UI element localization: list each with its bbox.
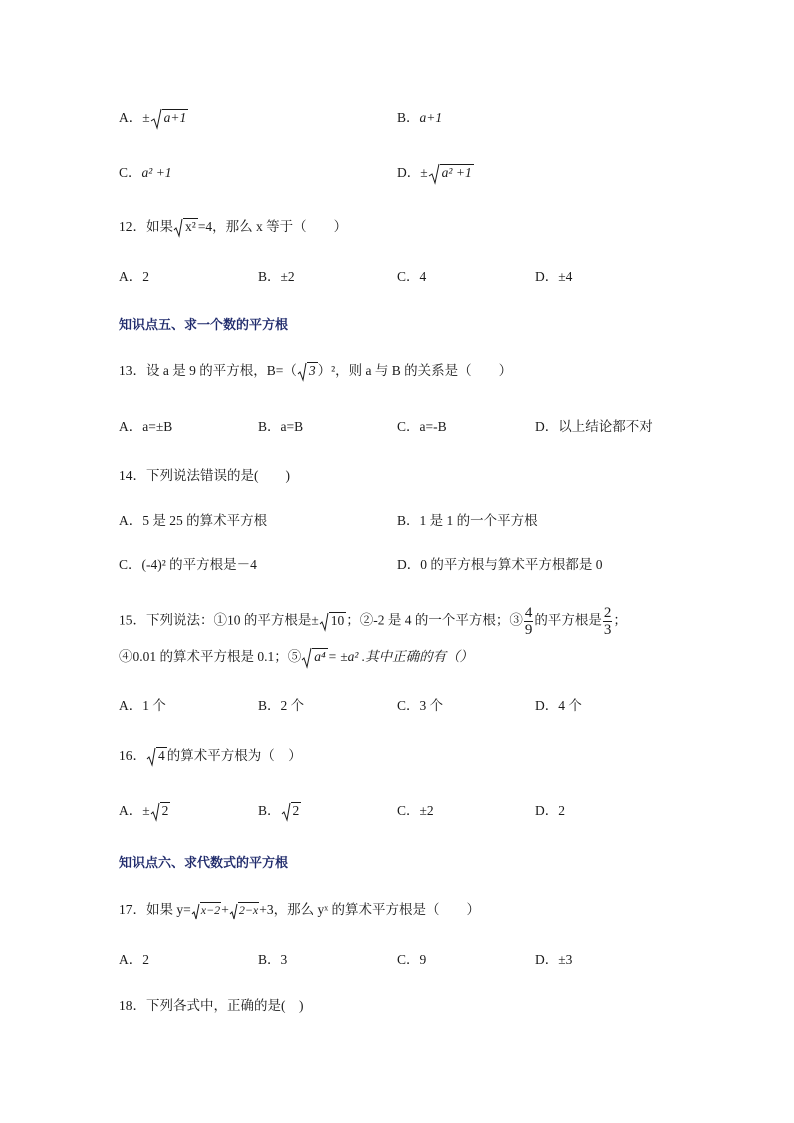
q13-option-c: C．a=-B <box>397 419 447 434</box>
q16-stem <box>119 746 302 767</box>
q17-stem-after: +3，那么 yˣ 的算术平方根是（ ） <box>259 902 481 917</box>
q15-option-d: D．4 个 <box>535 698 582 713</box>
q15-radicand-1: 10 <box>330 612 345 628</box>
q15-stem-line2 <box>119 647 473 669</box>
q12-option-d: D．±4 <box>535 269 573 284</box>
q17-option-b: B．3 <box>258 952 288 967</box>
q15-fraction-1 <box>524 605 534 638</box>
sqrt-sign-icon <box>281 801 291 822</box>
q16-stem-before: 16． <box>119 748 146 763</box>
q12-option-a: A．2 <box>119 269 149 284</box>
q15-fraction-2-numerator: 2 <box>603 605 612 621</box>
sqrt-sign-icon <box>301 647 312 669</box>
section-heading-6: 知识点六、求代数式的平方根 <box>119 856 289 871</box>
q14-option-a: A．5 是 25 的算术平方根 <box>119 513 268 528</box>
q16-option-d: D．2 <box>535 803 565 818</box>
q15-part2: ；②-2 是 4 的一个平方根；③ <box>346 612 523 628</box>
q16-option-b <box>258 801 301 822</box>
q11-option-a-radicand: a+1 <box>163 110 187 126</box>
q15-stem-line1 <box>119 605 627 638</box>
q15-part4: ； <box>613 612 627 628</box>
q11-option-b-expr: a+1 <box>419 110 443 125</box>
sqrt-sign-icon <box>297 361 307 382</box>
sqrt-sign-icon <box>146 746 156 767</box>
q16-option-a <box>119 801 170 822</box>
q12-option-c: C．4 <box>397 269 427 284</box>
q11-option-a <box>119 108 188 130</box>
q17-option-d: D．±3 <box>535 952 573 967</box>
q17-stem-before: 17．如果 y= <box>119 902 191 917</box>
q13-stem-after: ）²，则 a 与 B 的关系是（ ） <box>317 363 513 378</box>
q14-stem: 14．下列说法错误的是( ) <box>119 468 290 483</box>
q13-stem-before: 13．设 a 是 9 的平方根，B=（ <box>119 363 297 378</box>
sqrt-sign-icon <box>150 108 162 130</box>
q15-line2-part1: ④0.01 的算术平方根是 0.1；⑤ <box>119 649 302 665</box>
q15-part3: 的平方根是 <box>534 612 602 628</box>
q15-fraction-2-denominator: 3 <box>603 622 612 638</box>
q16-option-b-label: B． <box>258 803 281 818</box>
q13-radicand: 3 <box>308 363 316 378</box>
q13-stem <box>119 361 512 382</box>
q13-option-d: D．以上结论都不对 <box>535 419 653 434</box>
q15-fraction-2 <box>603 605 613 638</box>
q17-option-a: A．2 <box>119 952 149 967</box>
sqrt-sign-icon <box>150 801 160 822</box>
q17-stem <box>119 900 480 921</box>
q13-option-a: A．a=±B <box>119 419 173 434</box>
q16-option-a-label: A．± <box>119 803 150 818</box>
sqrt-sign-icon <box>428 163 440 185</box>
q17-option-c: C．9 <box>397 952 427 967</box>
q18-stem: 18．下列各式中，正确的是( ) <box>119 998 304 1013</box>
q16-option-b-radicand: 2 <box>292 803 300 818</box>
q15-option-a: A．1 个 <box>119 698 166 713</box>
q11-option-d <box>397 163 474 185</box>
q15-fraction-1-numerator: 4 <box>524 605 533 621</box>
q15-fraction-1-denominator: 9 <box>524 622 533 638</box>
q12-stem-before: 12．如果 <box>119 219 173 234</box>
sqrt-sign-icon <box>173 217 183 238</box>
q15-part1: 15．下列说法：①10 的平方根是± <box>119 612 319 628</box>
q16-option-a-radicand: 2 <box>161 803 169 818</box>
sqrt-sign-icon <box>319 611 329 632</box>
q16-stem-after: 的算术平方根为（ ） <box>166 748 302 763</box>
q11-option-d-label: D．± <box>397 165 428 181</box>
section-heading-5: 知识点五、求一个数的平方根 <box>119 318 289 333</box>
q11-option-c-label: C． <box>119 165 142 180</box>
q11-option-c <box>119 163 172 183</box>
q12-option-b: B．±2 <box>258 269 295 284</box>
q17-radicand-1: x−2 <box>200 903 221 917</box>
q15-line2-part2: = ±a² .其中正确的有（） <box>327 649 474 665</box>
q17-plus: + <box>221 902 229 917</box>
q12-radicand: x² <box>185 219 196 234</box>
q11-option-d-radicand: a² +1 <box>441 165 472 181</box>
q13-option-b: B．a=B <box>258 419 304 434</box>
q16-option-c: C．±2 <box>397 803 434 818</box>
q11-option-b-label: B． <box>397 110 420 125</box>
q11-option-a-label: A．± <box>119 110 150 126</box>
q17-radicand-2: 2−x <box>238 903 259 917</box>
q12-stem <box>119 217 347 238</box>
q11-option-b <box>397 108 442 128</box>
q14-option-c: C．(-4)² 的平方根是－4 <box>119 557 257 572</box>
sqrt-sign-icon <box>191 901 200 921</box>
q14-option-d: D．0 的平方根与算术平方根都是 0 <box>397 557 603 572</box>
q15-option-b: B．2 个 <box>258 698 305 713</box>
q14-option-b: B．1 是 1 的一个平方根 <box>397 513 538 528</box>
sqrt-sign-icon <box>229 901 238 921</box>
q16-radicand: 4 <box>158 748 165 763</box>
q12-stem-after: =4，那么 x 等于（ ） <box>197 219 348 234</box>
q11-option-c-expr: a² +1 <box>141 165 172 180</box>
q15-option-c: C．3 个 <box>397 698 444 713</box>
q15-radicand-2: a⁴ <box>314 649 326 665</box>
